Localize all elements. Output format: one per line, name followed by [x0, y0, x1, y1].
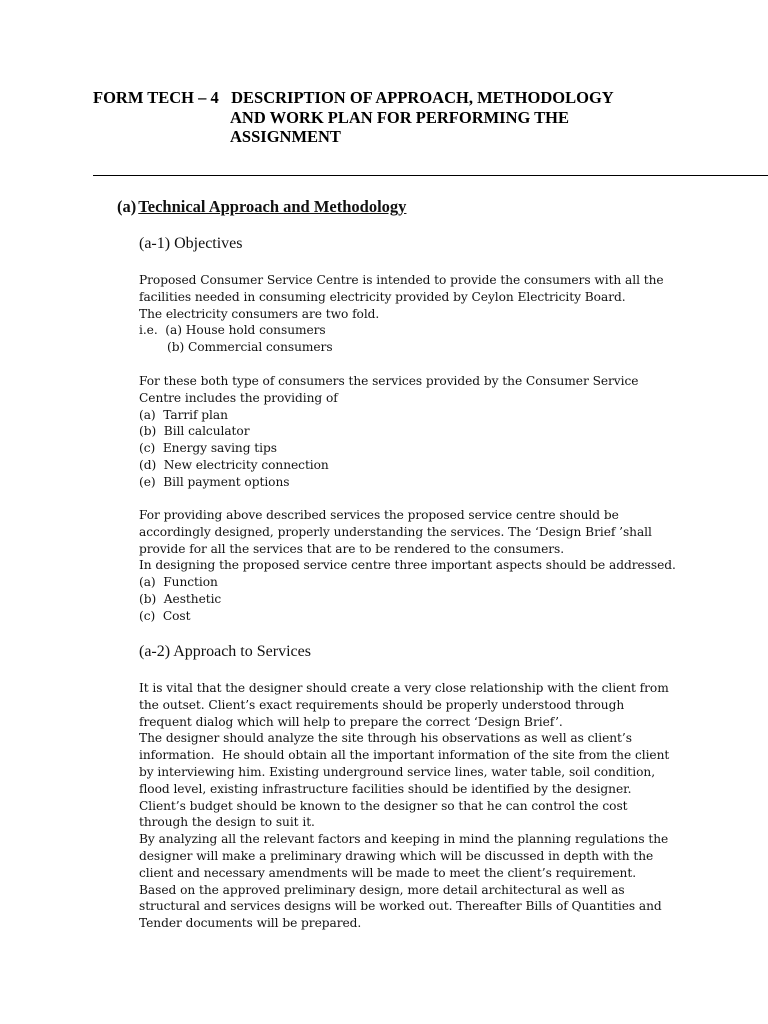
section-number: (a) — [117, 197, 137, 216]
title-line-2: AND WORK PLAN FOR PERFORMING THE — [230, 107, 570, 127]
form-title — [93, 88, 614, 147]
text-line: designer will make a preliminary drawing which will be discussed in depth with the — [139, 848, 654, 863]
text-line: accordingly designed, properly understanding the services. The ‘Design Brief ’shall — [139, 524, 652, 539]
approach-paragraph — [139, 680, 699, 932]
text-line: In designing the proposed service centre three important aspects should be addressed. — [139, 558, 676, 573]
text-line: (b) Commercial consumers — [167, 340, 333, 355]
text-line: For these both type of consumers the services provided by the Consumer Service — [139, 374, 639, 388]
objectives-heading: (a-1) Objectives — [139, 235, 243, 252]
title-line-1: FORM TECH – 4 DESCRIPTION OF APPROACH, METHODOLOGY — [93, 88, 614, 107]
approach-heading: (a-2) Approach to Services — [139, 643, 311, 660]
text-line: The electricity consumers are two fold. — [139, 306, 380, 321]
list-item: (c) Cost — [139, 608, 191, 623]
text-line: flood level, existing infrastructure facilities should be identified by the designer. — [139, 781, 632, 796]
text-line: the outset. Client’s exact requirements should be properly understood through — [139, 697, 625, 712]
list-item: (a) Tarrif plan — [139, 407, 228, 422]
section-title: Technical Approach and Methodology — [138, 197, 407, 216]
text-line: facilities needed in consuming electricity provided by Ceylon Electricity Board. — [139, 289, 626, 304]
list-item: (e) Bill payment options — [139, 474, 290, 489]
text-line: structural and services designs will be worked out. Thereafter Bills of Quantities and — [139, 899, 662, 914]
title-divider-segment — [492, 175, 768, 176]
text-line: through the design to suit it. — [139, 815, 315, 830]
text-line: by interviewing him. Existing underground service lines, water table, soil condition, — [139, 764, 656, 779]
text-line: By analyzing all the relevant factors and keeping in mind the planning regulations the — [139, 832, 669, 847]
text-line: i.e. (a) House hold consumers — [139, 323, 326, 338]
text-line: Tender documents will be prepared. — [139, 916, 362, 931]
services-list-paragraph — [139, 373, 699, 491]
text-line: It is vital that the designer should create a very close relationship with the client from — [139, 681, 669, 695]
design-aspects-paragraph — [139, 507, 699, 625]
text-line: provide for all the services that are to be rendered to the consumers. — [139, 541, 565, 556]
title-divider-segment — [151, 175, 492, 176]
text-line: Based on the approved preliminary design, more detail architectural as well as — [139, 882, 625, 897]
objectives-intro-paragraph — [139, 272, 699, 356]
list-item: (d) New electricity connection — [139, 457, 329, 472]
title-line-3: ASSIGNMENT — [230, 127, 341, 146]
text-line: client and necessary amendments will be made to meet the client’s requirement. — [139, 865, 637, 880]
list-item: (b) Bill calculator — [139, 424, 250, 439]
text-line: Proposed Consumer Service Centre is intended to provide the consumers with all the — [139, 273, 664, 287]
text-line: frequent dialog which will help to prepare the correct ‘Design Brief’. — [139, 714, 563, 729]
text-line: The designer should analyze the site through his observations as well as client’s — [139, 731, 632, 746]
text-line: For providing above described services the proposed service centre should be — [139, 508, 619, 522]
title-divider-segment — [93, 175, 151, 176]
list-item: (c) Energy saving tips — [139, 441, 277, 456]
text-line: Centre includes the providing of — [139, 390, 338, 405]
list-item: (b) Aesthetic — [139, 591, 222, 606]
text-line: information. He should obtain all the important information of the site from the client — [139, 748, 670, 763]
list-item: (a) Function — [139, 575, 218, 590]
section-heading — [117, 197, 406, 217]
text-line: Client’s budget should be known to the designer so that he can control the cost — [139, 798, 628, 813]
